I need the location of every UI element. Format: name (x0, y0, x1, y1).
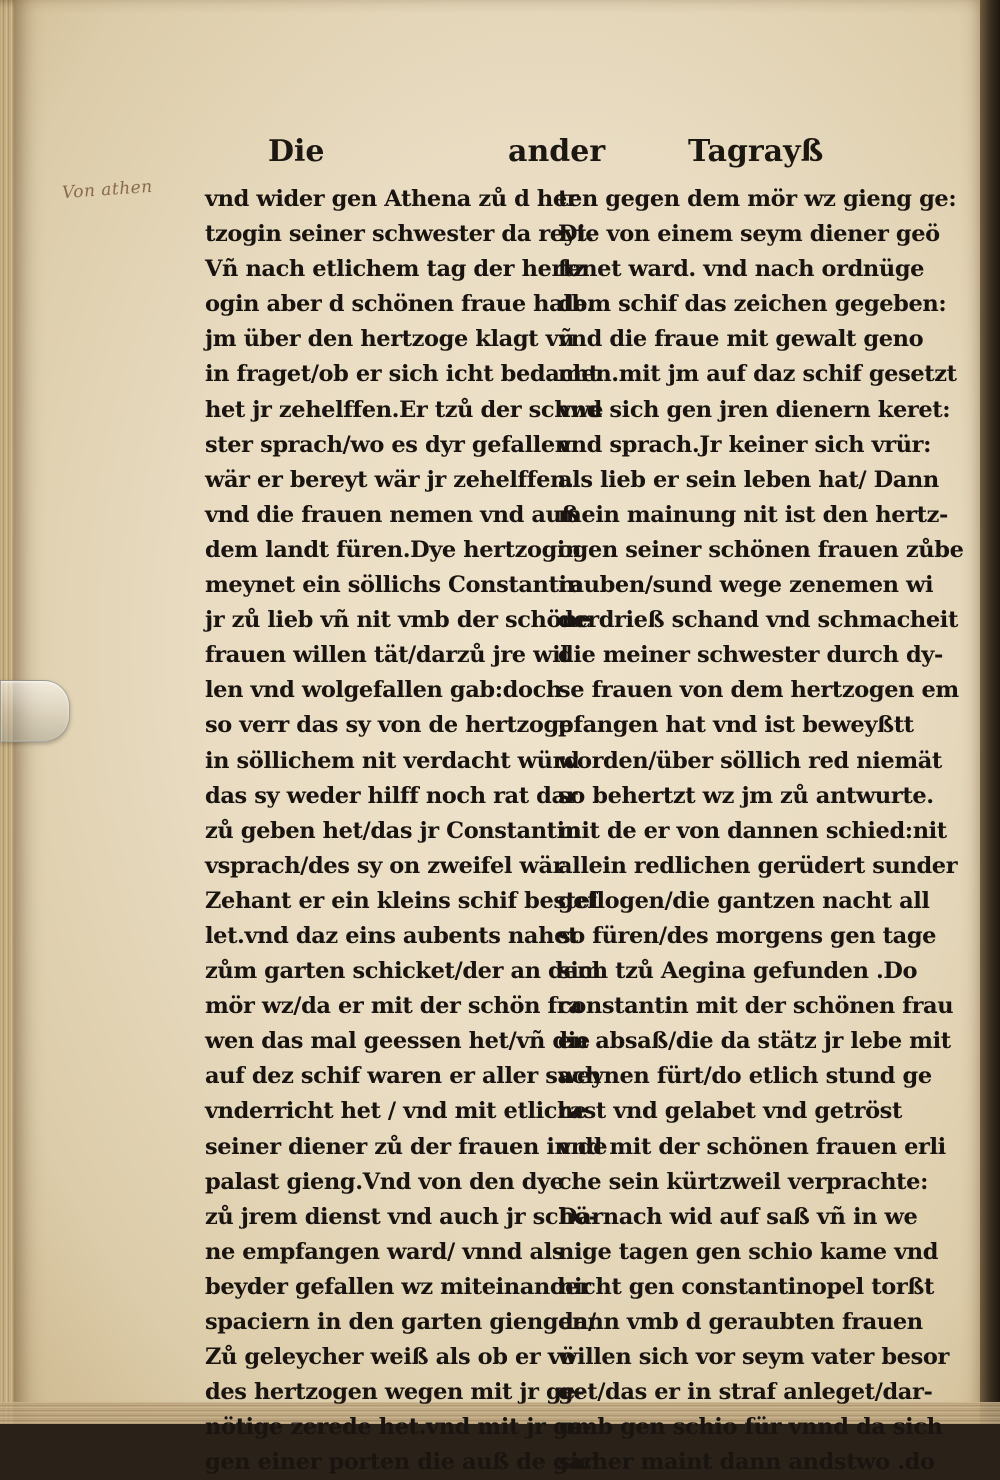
text-line: geflogen/die gantzen nacht all (558, 887, 930, 914)
text-line: in fraget/ob er sich icht bedacht (205, 361, 599, 388)
text-line: zů geben het/das jr Constantin (205, 817, 581, 844)
running-head-middle: ander (508, 134, 606, 169)
text-line: ogen seiner schönen frauen zůbe (558, 536, 964, 563)
text-line: fenet ward. vnd nach ordnüge (558, 256, 925, 283)
text-line: als lieb er sein leben hat/ Dann (558, 466, 939, 493)
text-line: auf dez schif waren er aller sach (205, 1063, 601, 1090)
text-line: jr zů lieb vñ nit vmb der schöne (205, 607, 591, 634)
text-line: beyder gefallen wz miteinander (205, 1273, 591, 1300)
text-line: nige tagen gen schio kame vnd (558, 1238, 939, 1265)
text-line: sicher maint dann andstwo .do (558, 1449, 935, 1476)
text-line: pfangen hat vnd ist beweyßtt (558, 712, 914, 739)
text-column-left (205, 182, 608, 1480)
text-line: let.vnd daz eins aubents nahet (205, 922, 578, 949)
text-line: vnd wider gen Athena zů d her (205, 186, 579, 212)
text-line: tzogin seiner schwester da reyt. (205, 221, 594, 248)
text-line: vsprach/des sy on zweifel wär (205, 852, 565, 879)
text-line: ster sprach/wo es dyr gefallen (205, 431, 571, 458)
text-line: jm über den hertzoge klagt vñ (205, 326, 575, 353)
text-column-right (558, 182, 964, 1480)
text-line: willen sich vor seym vater besor (558, 1344, 949, 1371)
text-line: Darnach wid auf saß vñ in we (558, 1203, 918, 1230)
text-line: die meiner schwester durch dy- (558, 642, 943, 669)
text-line: che sein kürtzweil verprachte: (558, 1168, 928, 1195)
text-line: len vnd wolgefallen gab:doch (205, 677, 562, 704)
page-edge-right (980, 0, 1000, 1424)
text-line: mein mainung nit ist den hertz- (558, 501, 948, 528)
text-line: vnd sich gen jren dienern keret: (558, 396, 951, 423)
text-line: mit de er von dannen schied:nit (558, 817, 947, 844)
text-line: rast vnd gelabet vnd getröst (558, 1098, 902, 1125)
text-line: umb gen schio für vnnd da sich (558, 1414, 943, 1441)
text-line: nötige zerede het.vnd mit jr ge- (205, 1414, 592, 1441)
text-line: se frauen von dem hertzogen em (558, 677, 959, 704)
text-line: worden/über söllich red niemät (558, 747, 942, 774)
text-line: meynet ein söllichs Constantin (205, 572, 583, 599)
running-head-right: Tagrayß (688, 134, 824, 169)
text-line: so verr das sy von de hertzoge (205, 712, 573, 739)
text-line: seiner diener zů der frauen in de (205, 1133, 608, 1160)
text-line: constantin mit der schönen frau (558, 993, 954, 1020)
text-line: wen das mal geessen het/vñ die (205, 1028, 590, 1055)
text-line: vnderricht het / vnd mit etliche (205, 1098, 587, 1125)
marginal-note: Von athen (61, 176, 154, 204)
text-line: Die von einem seym diener geö (558, 221, 940, 248)
text-line: men.mit jm auf daz schif gesetzt (558, 361, 957, 388)
text-line: ne empfangen ward/ vnnd als (205, 1238, 565, 1265)
text-line: en absaß/die da stätz jr lebe mit (558, 1028, 951, 1055)
text-line: het jr zehelffen.Er tzů der schwe (205, 396, 604, 423)
text-line: so behertzt wz jm zů antwurte. (558, 782, 934, 809)
text-line: ten gegen dem mör wz gieng ge: (558, 186, 957, 212)
text-line: des hertzogen wegen mit jr ge- (205, 1379, 585, 1406)
text-line: Zů geleycher weiß als ob er vö (205, 1344, 576, 1371)
text-line: Vñ nach etlichem tag der hertz (205, 256, 586, 283)
running-head (268, 134, 828, 184)
text-line: zům garten schicket/der an dem (205, 958, 601, 985)
text-line: dem landt füren.Dye hertzogin (205, 536, 582, 563)
text-line: nicht gen constantinopel torßt (558, 1273, 934, 1300)
text-line: weynen fürt/do etlich stund ge (558, 1063, 932, 1090)
text-line: rauben/sund wege zenemen wi (558, 572, 934, 599)
text-line: wär er bereyt wär jr zehelffen. (205, 466, 574, 493)
text-line: frauen willen tät/darzů jre wil (205, 642, 569, 669)
text-line: gen einer porten die auß de gar (205, 1449, 594, 1476)
text-line: dann vmb d geraubten frauen (558, 1309, 923, 1335)
text-line: vnd die frauen nemen vnd auß (205, 501, 579, 528)
text-line: dem schif das zeichen gegeben: (558, 291, 947, 318)
text-line: spaciern in den garten giengen/ (205, 1309, 596, 1335)
text-line: vnd die fraue mit gewalt geno (558, 326, 924, 353)
text-line: get/das er in straf anleget/dar- (558, 1379, 933, 1406)
text-line: das sy weder hilff noch rat dar (205, 782, 578, 809)
text-line: vnd sprach.Jr keiner sich vrür: (558, 431, 932, 458)
text-line: Zehant er ein kleins schif bestel (205, 887, 598, 914)
text-line: vnd mit der schönen frauen erli (558, 1133, 946, 1160)
text-line: in söllichem nit verdacht würd (205, 747, 580, 774)
text-line: so füren/des morgens gen tage (558, 922, 937, 949)
text-line: zů jrem dienst vnd auch jr schö- (205, 1203, 598, 1230)
text-line: mör wz/da er mit der schön fra (205, 993, 583, 1020)
glass-page-weight (0, 680, 70, 742)
text-line: derdrieß schand vnd schmacheit (558, 607, 958, 634)
text-line: palast gieng.Vnd von den dye (205, 1168, 564, 1195)
text-line: sich tzů Aegina gefunden .Do (558, 958, 918, 985)
running-head-left: Die (268, 134, 325, 169)
text-line: ogin aber d schönen fraue halb. (205, 291, 595, 318)
text-line: allein redlichen gerüdert sunder (558, 852, 958, 879)
